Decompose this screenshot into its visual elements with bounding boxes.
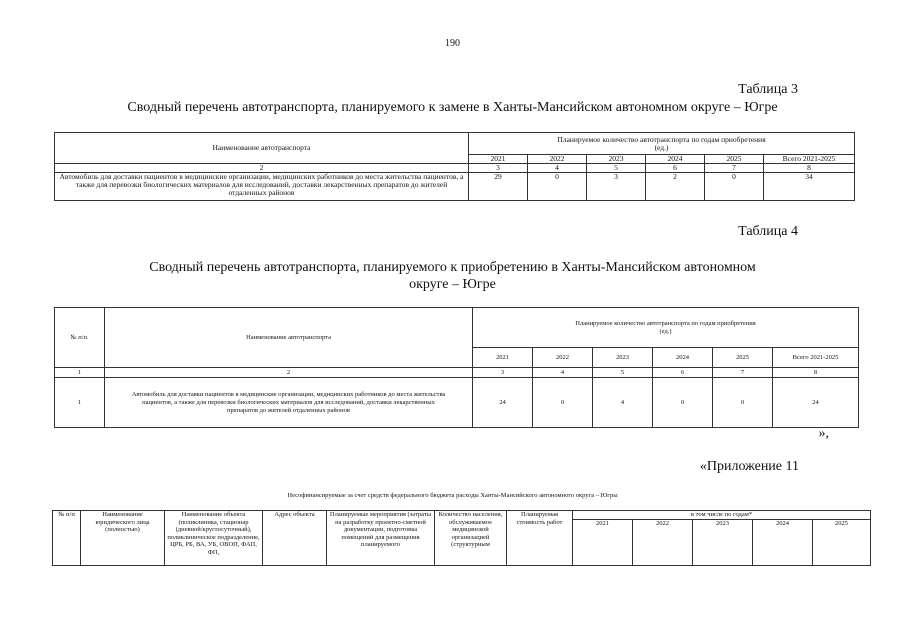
table4-year: 2022 [533, 348, 593, 368]
table4-row-value: 24 [773, 378, 859, 428]
closing-quote: », [818, 426, 829, 441]
table5-col-measures: Планируемые мероприятия (затраты на разработку проектно-сметной документации, подготовка помещений для размещения планируемого [327, 511, 435, 566]
table3 [54, 132, 855, 201]
table3-row-value: 2 [646, 173, 705, 201]
table5-col-cost: Планируемая стоимость работ [507, 511, 573, 566]
table3-row-name: Автомобиль для доставки пациентов в медицинские организации, медицинских работников до места жительства пациентов, а также для перевозки биологических материалов для исследований, доставки лекарственных препаратов до жителей отдаленных районов [55, 173, 469, 201]
table4-year: Всего 2021-2025 [773, 348, 859, 368]
table4-year: 2024 [653, 348, 713, 368]
table3-index-cell: 3 [469, 164, 528, 173]
table4-col-num: № п/п. [55, 308, 105, 368]
table4-index-cell: 7 [713, 368, 773, 378]
table3-row-value: 29 [469, 173, 528, 201]
table4-index-cell: 4 [533, 368, 593, 378]
table3-col-name: Наименование автотранспорта [55, 133, 469, 164]
table3-year: 2025 [705, 155, 764, 164]
table3-year: 2024 [646, 155, 705, 164]
table4-title [0, 259, 905, 293]
table5-year: 2022 [633, 519, 693, 565]
table3-row-value: 0 [528, 173, 587, 201]
table4 [54, 307, 859, 428]
table3-index-cell: 5 [587, 164, 646, 173]
table3-row-value: 34 [764, 173, 855, 201]
table4-col-name: Наименование автотранспорта [105, 308, 473, 368]
table3-row-value: 0 [705, 173, 764, 201]
table4-row-value: 24 [473, 378, 533, 428]
table4-year: 2021 [473, 348, 533, 368]
table3-col-plan [469, 133, 855, 155]
appendix-label: «Приложение 11 [699, 459, 799, 474]
table4-label: Таблица 4 [738, 224, 798, 239]
table5-year: 2024 [753, 519, 813, 565]
table4-row-value: 4 [593, 378, 653, 428]
table4-index-cell: 1 [55, 368, 105, 378]
table5-col-legal-name: Наименование юридического лица (полностью) [81, 511, 165, 566]
table3-year: 2023 [587, 155, 646, 164]
table5-col-object-name: Наименование объекта (поликлиника, стационар (дневной/круглосуточный), поликлиническое подразделение, ЦРБ, РБ, ВА, УБ, ОВОП, ФАП, ФП, [165, 511, 263, 566]
table4-col-plan-unit: (ед.) [659, 327, 672, 335]
table3-index-cell: 7 [705, 164, 764, 173]
table3-index-cell: 8 [764, 164, 855, 173]
table4-col-plan-text: Планируемое количество автотранспорта по годам приобретения [575, 319, 756, 327]
table3-index-cell: 4 [528, 164, 587, 173]
table5-col-address: Адрес объекта [263, 511, 327, 566]
table3-label: Таблица 3 [738, 82, 798, 97]
table4-index-cell: 3 [473, 368, 533, 378]
table5-col-population: Количество населения, обслуживаемое медицинской организацией (структурным [435, 511, 507, 566]
table5-year: 2023 [693, 519, 753, 565]
table5 [52, 510, 871, 566]
table4-row-value: 0 [653, 378, 713, 428]
table5-caption: Несофинансируемые за счет средств федерального бюджета расходы Ханты-Мансийского автономного округа – Югры [287, 492, 618, 499]
table4-row-value: 0 [533, 378, 593, 428]
table3-year: 2022 [528, 155, 587, 164]
table3-year: 2021 [469, 155, 528, 164]
table4-title-line1: Сводный перечень автотранспорта, планируемого к приобретению в Ханты-Мансийском автономном [149, 260, 756, 275]
table3-year: Всего 2021-2025 [764, 155, 855, 164]
table4-col-plan [473, 308, 859, 348]
table3-row-value: 3 [587, 173, 646, 201]
page-number: 190 [445, 38, 460, 49]
table3-col-plan-text: Планируемое количество автотранспорта по годам приобретения [557, 134, 766, 144]
table3-index-cell: 6 [646, 164, 705, 173]
table5-col-by-years: в том числе по годам* [573, 511, 871, 520]
table3-index-cell: 2 [55, 164, 469, 173]
table4-index-cell: 6 [653, 368, 713, 378]
table4-row-num: 1 [55, 378, 105, 428]
table5-col-num: № п/п [53, 511, 81, 566]
table4-year: 2023 [593, 348, 653, 368]
table4-row-value: 0 [713, 378, 773, 428]
table4-row-name: Автомобиль для доставки пациентов в медицинские организации, медицинских работников до места жительства пациентов, а также для перевозки биологических материалов для исследований, доставки лекарственных препаратов до жителей отдаленных районов [105, 378, 473, 428]
table4-index-cell: 8 [773, 368, 859, 378]
table3-title: Сводный перечень автотранспорта, планируемого к замене в Ханты-Мансийском автономном округе – Югре [127, 100, 778, 115]
table5-year: 2025 [813, 519, 871, 565]
table4-year: 2025 [713, 348, 773, 368]
table4-index-cell: 5 [593, 368, 653, 378]
table4-index-cell: 2 [105, 368, 473, 378]
table4-title-line2: округе – Югре [409, 277, 496, 292]
table3-col-plan-unit: (ед.) [654, 142, 669, 152]
table5-year: 2021 [573, 519, 633, 565]
